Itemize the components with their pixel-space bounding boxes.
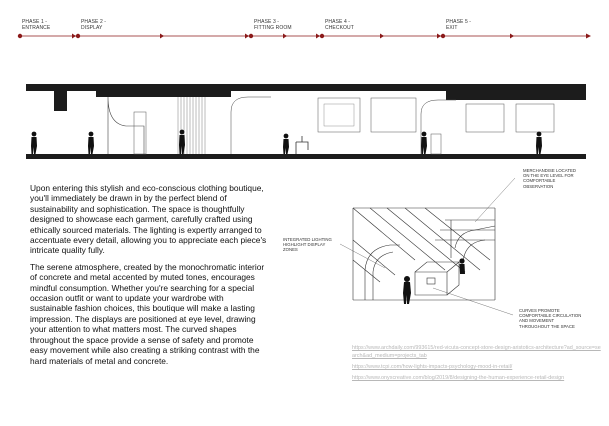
section-svg [26, 84, 586, 164]
timeline-arrow-end [586, 34, 591, 39]
description-paragraph-1: Upon entering this stylish and eco-conscious clothing boutique, you'll immediately be drawn in by the perfect blend of sustainability and sophistication. The space is thoughtfully designed to showcase each garment, carefully crafted using ethically sourced materials. The lighting is expertly arranged to accentuate every detail, allowing you to appreciate each piece's intricate quality fully. [30, 183, 267, 256]
leader-curves [433, 288, 513, 315]
entrance-wall [54, 91, 67, 111]
timeline-arrow-7 [437, 34, 441, 39]
reference-link-archdaily[interactable]: https://www.archdaily.com/993615/red-vicuta-concept-store-design-aristotics-architecture?ad_source=search&ad_medium=projects_tab [352, 345, 601, 359]
wall-frame-4 [466, 104, 504, 132]
timeline-dot-3 [249, 34, 253, 38]
timeline-dot-5 [441, 34, 445, 38]
axonometric-detail [275, 160, 605, 340]
reference-link-onyxcreative[interactable]: https://www.onyxcreative.com/blog/2019/8/designing-the-human-experience-retail-design [352, 375, 565, 381]
wall-frame-2 [324, 104, 354, 126]
curved-display-panel [108, 97, 144, 154]
phase-timeline [0, 0, 609, 50]
timeline-dot-1 [18, 34, 22, 38]
annotation-merchandise: MERCHANDISE LOCATED ON THE EYE LEVEL FOR COMFORTABLE OBSERVATION [523, 168, 576, 189]
person-silhouette-1 [31, 132, 37, 154]
timeline-dot-4 [320, 34, 324, 38]
ceiling-drop-2 [446, 91, 586, 100]
person-silhouette-2 [88, 132, 94, 154]
timeline-arrow-2 [160, 34, 164, 39]
axo-person-2 [459, 258, 465, 274]
ceiling-drop-1 [96, 91, 231, 97]
description-text [30, 183, 268, 372]
wall-frame-5 [516, 104, 554, 132]
person-silhouette-6 [536, 132, 542, 154]
reference-link-tcpi[interactable]: https://www.tcpi.com/how-lights-impacts-psychology-mood-in-retail/ [352, 364, 513, 370]
phase-label-fitting-room: PHASE 3 - FITTING ROOM [254, 19, 292, 31]
phase-label-exit: PHASE 5 - EXIT [446, 19, 472, 31]
fitting-arch [231, 97, 271, 154]
ceiling-slab [26, 84, 586, 91]
axo-curved-wall [365, 245, 400, 300]
timeline-arrow-3 [245, 34, 249, 39]
floor-slab [26, 154, 586, 159]
timeline-arrow-6 [380, 34, 384, 39]
phase-label-checkout: PHASE 4 - CHECKOUT [325, 19, 354, 31]
phase-label-entrance: PHASE 1 - ENTRANCE [22, 19, 51, 31]
checkout-counter [431, 134, 441, 154]
wall-frame-1 [318, 98, 360, 132]
store-section-drawing [26, 84, 586, 164]
person-silhouette-4 [283, 134, 289, 154]
description-paragraph-2: The serene atmosphere, created by the monochromatic interior of concrete and metal accented by muted tones, encourages mindful consumption. Whether you're searching for a special occasion outfit or want to update your wardrobe with sustainable fashion choices, this boutique will make a lasting impression. The displays are positioned at eye level, drawing your attention to what matters most. The curved shapes throughout the space provide a sense of safety and promote easy movement while also creating a striking contrast with the hard materials of metal and concrete. [30, 261, 265, 366]
phase-label-display: PHASE 2 - DISPLAY [81, 19, 107, 31]
person-silhouette-5 [421, 132, 427, 154]
annotation-lighting: INTEGRATED LIGHTING HIGHLIGHT DISPLAY ZONES [283, 237, 332, 253]
timeline-arrow-8 [510, 34, 514, 39]
axo-shelves [435, 220, 495, 258]
fitting-chair [296, 136, 308, 154]
wall-frame-3 [371, 98, 416, 132]
axo-counter [415, 272, 447, 295]
timeline-arrow-4 [283, 34, 287, 39]
reference-links [352, 344, 602, 382]
timeline-dot-2 [76, 34, 80, 38]
annotation-curves: CURVES PROMOTE COMFORTABLE CIRCULATION AND MOVEMENT THROUGHOUT THE SPACE [519, 308, 582, 329]
timeline-arrow-1 [72, 34, 76, 39]
timeline-arrow-5 [316, 34, 320, 39]
